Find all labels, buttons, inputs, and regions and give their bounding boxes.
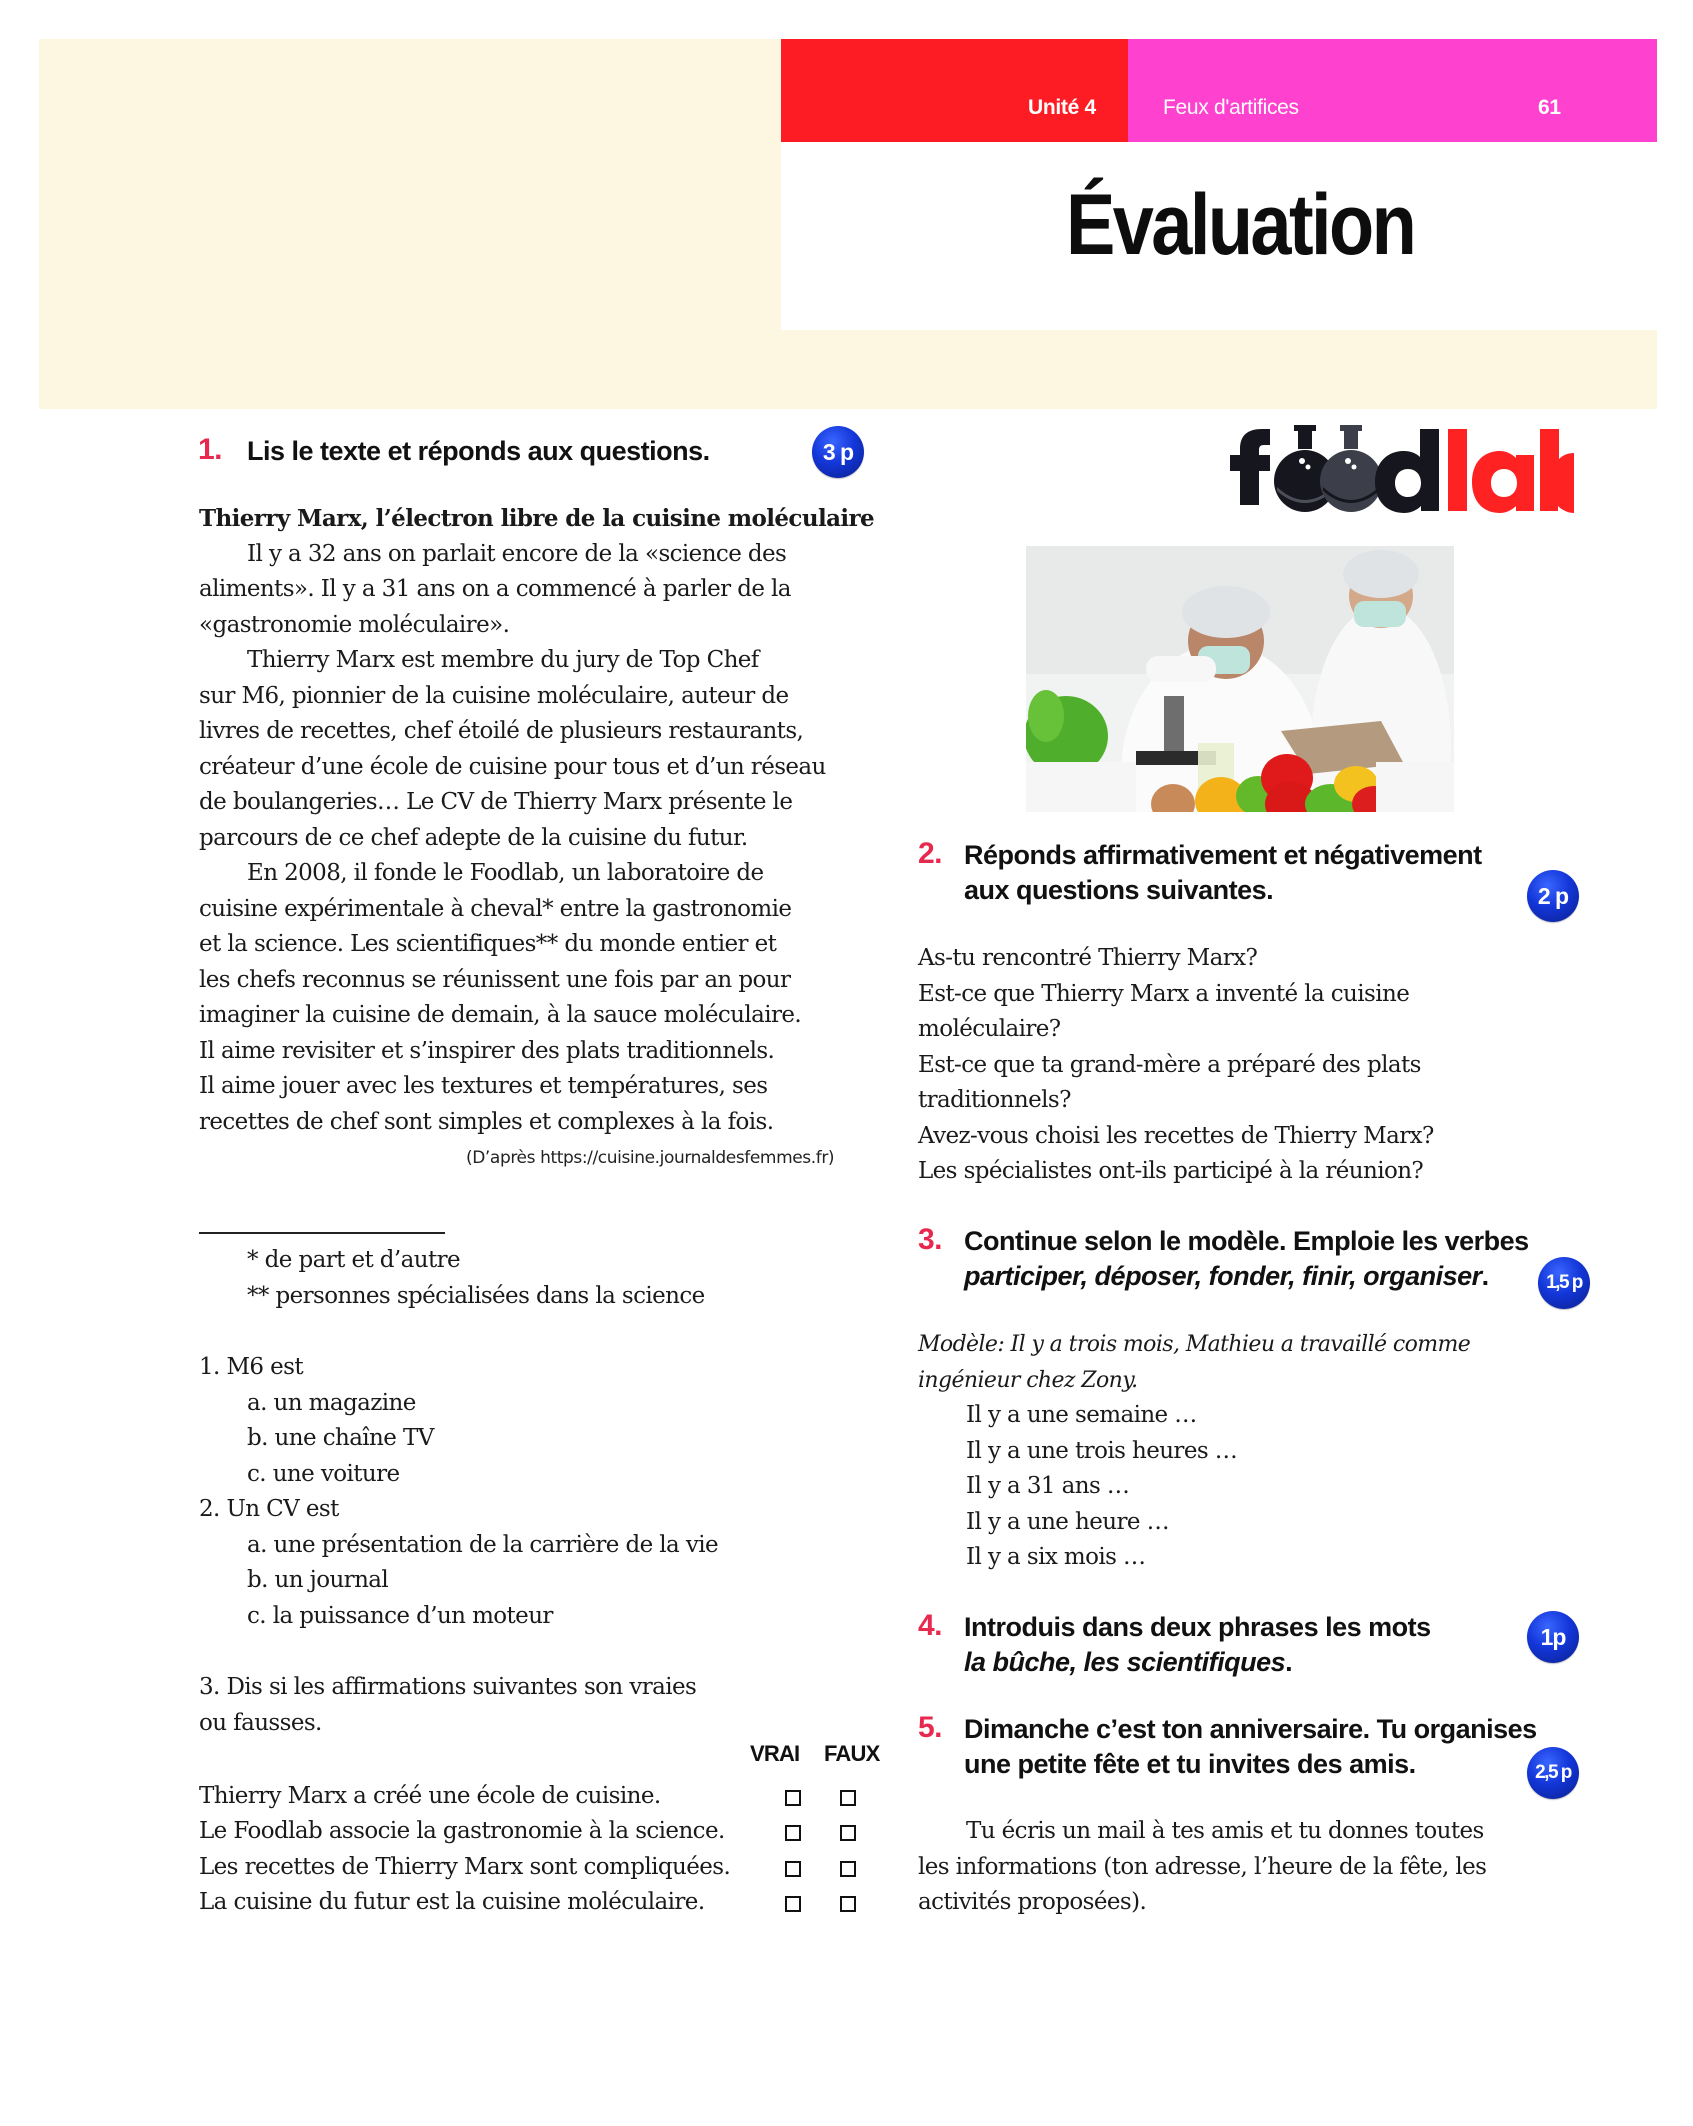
question-option[interactable]: c. la puissance d’un moteur (247, 1602, 553, 1629)
logo-letter-f (1230, 429, 1270, 505)
exercise-instruction-line2 (964, 1645, 1292, 1680)
question-stem: 2. Un CV est (199, 1496, 339, 1522)
task-line: activités proposées). (918, 1889, 1147, 1915)
prompt-line: Il y a 31 ans … (966, 1473, 1130, 1499)
logo-letter-b (1540, 429, 1574, 513)
exercise-number: 1. (198, 433, 223, 466)
unit-label: Unité 4 (1028, 96, 1096, 119)
task-line: les informations (ton adresse, l’heure de la fête, les (918, 1853, 1487, 1880)
topic-tab (1128, 39, 1657, 142)
question-option[interactable]: b. une chaîne TV (247, 1425, 434, 1451)
instruction-line: 3. Dis si les affirmations suivantes son vraies (199, 1674, 697, 1700)
foodlab-logo (1222, 425, 1574, 515)
statement-row (199, 1814, 899, 1850)
article-line: Il aime jouer avec les textures et températures, ses (199, 1073, 768, 1099)
footnote: ** personnes spécialisées dans la science (247, 1282, 705, 1309)
question-stem: 1. M6 est (199, 1354, 304, 1380)
article-line: Il aime revisiter et s’inspirer des plats traditionnels. (199, 1037, 775, 1064)
article-line: livres de recettes, chef étoilé de plusieurs restaurants, (199, 718, 804, 744)
multiple-choice-questions (199, 1350, 718, 1634)
word-list: la bûche, les scientifiques (964, 1647, 1286, 1677)
exercise-5-text (918, 1814, 1486, 1921)
exercise-instruction: aux questions suivantes. (964, 875, 1274, 905)
question-line: As-tu rencontré Thierry Marx? (918, 945, 1258, 971)
instruction-line: ou fausses. (199, 1709, 322, 1736)
exercise-instruction: une petite fête et tu invites des amis. (964, 1749, 1416, 1779)
true-checkbox[interactable] (785, 1896, 801, 1912)
article-line: Il y a 32 ans on parlait encore de la «science des (247, 540, 787, 567)
logo-letter-d (1375, 429, 1439, 513)
true-checkbox[interactable] (785, 1825, 801, 1841)
prompt-line: Il y a six mois … (966, 1544, 1146, 1570)
article-line: cuisine expérimentale à cheval* entre la gastronomie (199, 895, 792, 922)
question-line: traditionnels? (918, 1087, 1071, 1113)
exercise-instruction: Lis le texte et réponds aux questions. (247, 436, 710, 466)
article-line: Thierry Marx est membre du jury de Top Chef (247, 647, 759, 673)
question-option[interactable]: a. une présentation de la carrière de la vie (247, 1531, 719, 1558)
logo-letter-l (1448, 429, 1467, 511)
statement-row (199, 1885, 899, 1921)
lab-photo (1026, 546, 1454, 812)
question-line: moléculaire? (918, 1016, 1061, 1042)
false-checkbox[interactable] (840, 1825, 856, 1841)
footnote-divider (199, 1232, 445, 1234)
question-option[interactable]: a. un magazine (247, 1389, 416, 1416)
article (199, 501, 874, 1140)
heading-end: . (1481, 1261, 1489, 1291)
article-line: et la science. Les scientifiques** du monde entier et (199, 931, 777, 957)
true-checkbox[interactable] (785, 1861, 801, 1877)
unit-tab (781, 39, 1128, 142)
article-line: recettes de chef sont simples et complexes à la fois. (199, 1108, 774, 1135)
points-badge: 2,5 p (1527, 1747, 1579, 1799)
question-line: Est-ce que Thierry Marx a inventé la cuisine (918, 980, 1410, 1007)
exercise-3-items (966, 1398, 1237, 1576)
exercise-instruction-line2 (964, 1259, 1489, 1294)
exercise-instruction: Continue selon le modèle. Emploie les verbes (964, 1226, 1529, 1256)
question-line: Avez-vous choisi les recettes de Thierry Marx? (918, 1122, 1434, 1149)
article-line: «gastronomie moléculaire». (199, 611, 510, 638)
article-source: (D’après https://cuisine.journaldesfemmes.fr) (466, 1148, 835, 1168)
article-line: de boulangeries… Le CV de Thierry Marx présente le (199, 789, 793, 815)
prompt-line: Il y a une semaine … (966, 1402, 1197, 1428)
model-sentence (918, 1327, 1470, 1398)
prompt-line: Il y a une trois heures … (966, 1437, 1238, 1464)
statement-text: La cuisine du futur est la cuisine moléculaire. (199, 1889, 705, 1915)
exercise-instruction: Dimanche c’est ton anniversaire. Tu organises (964, 1714, 1537, 1744)
logo-letter-a (1472, 451, 1534, 513)
statement-text: Les recettes de Thierry Marx sont compliquées. (199, 1854, 731, 1880)
statement-text: Thierry Marx a créé une école de cuisine. (199, 1783, 661, 1809)
exercise-number: 3. (918, 1223, 943, 1256)
exercise-number: 2. (918, 837, 943, 870)
verb-list: participer, déposer, fonder, finir, organiser (964, 1261, 1482, 1291)
column-true-label: VRAI (750, 1741, 800, 1766)
true-false-instruction (199, 1670, 696, 1741)
flask-icon (1320, 425, 1382, 512)
points-badge: 1p (1527, 1611, 1579, 1663)
page-title: Évaluation (1066, 177, 1415, 273)
exercise-number: 4. (918, 1609, 943, 1642)
article-line: créateur d’une école de cuisine pour tous et d’un réseau (199, 753, 826, 780)
footnote: * de part et d’autre (247, 1247, 461, 1273)
article-line: En 2008, il fonde le Foodlab, un laboratoire de (247, 860, 764, 886)
prompt-line: Il y a une heure … (966, 1508, 1169, 1535)
points-badge: 2 p (1527, 870, 1579, 922)
article-line: sur M6, pionnier de la cuisine moléculaire, auteur de (199, 682, 789, 709)
points-badge: 1,5 p (1538, 1257, 1590, 1309)
column-false-label: FAUX (824, 1741, 880, 1766)
topic-label: Feux d'artifices (1163, 96, 1299, 119)
points-badge: 3 p (812, 426, 864, 478)
task-line: Tu écris un mail à tes amis et tu donnes toutes (966, 1818, 1484, 1844)
question-option[interactable]: c. une voiture (247, 1460, 400, 1487)
article-line: imaginer la cuisine de demain, à la sauce moléculaire. (199, 1002, 802, 1028)
exercise-instruction: Réponds affirmativement et négativement (964, 840, 1482, 870)
question-line: Est-ce que ta grand-mère a préparé des plats (918, 1051, 1421, 1078)
article-line: les chefs reconnus se réunissent une fois par an pour (199, 966, 791, 993)
article-line: parcours de ce chef adepte de la cuisine du futur. (199, 824, 748, 851)
model-line: Modèle: Il y a trois mois, Mathieu a travaillé comme (918, 1332, 1471, 1357)
exercise-number: 5. (918, 1711, 943, 1744)
article-line: aliments». Il y a 31 ans on a commencé à parler de la (199, 576, 791, 602)
footnotes (247, 1243, 705, 1314)
exercise-instruction: Introduis dans deux phrases les mots (964, 1612, 1431, 1642)
question-option[interactable]: b. un journal (247, 1567, 389, 1593)
heading-end: . (1285, 1647, 1293, 1677)
false-checkbox[interactable] (840, 1790, 856, 1806)
true-checkbox[interactable] (785, 1790, 801, 1806)
model-line: ingénieur chez Zony. (918, 1367, 1138, 1393)
statement-row (199, 1779, 899, 1815)
statement-row (199, 1850, 899, 1886)
article-title: Thierry Marx, l’électron libre de la cuisine moléculaire (199, 505, 875, 532)
false-checkbox[interactable] (840, 1896, 856, 1912)
false-checkbox[interactable] (840, 1861, 856, 1877)
question-line: Les spécialistes ont-ils participé à la réunion? (918, 1158, 1424, 1184)
page-number: 61 (1538, 96, 1561, 119)
statement-text: Le Foodlab associe la gastronomie à la science. (199, 1818, 725, 1844)
exercise-2-questions (918, 941, 1434, 1190)
